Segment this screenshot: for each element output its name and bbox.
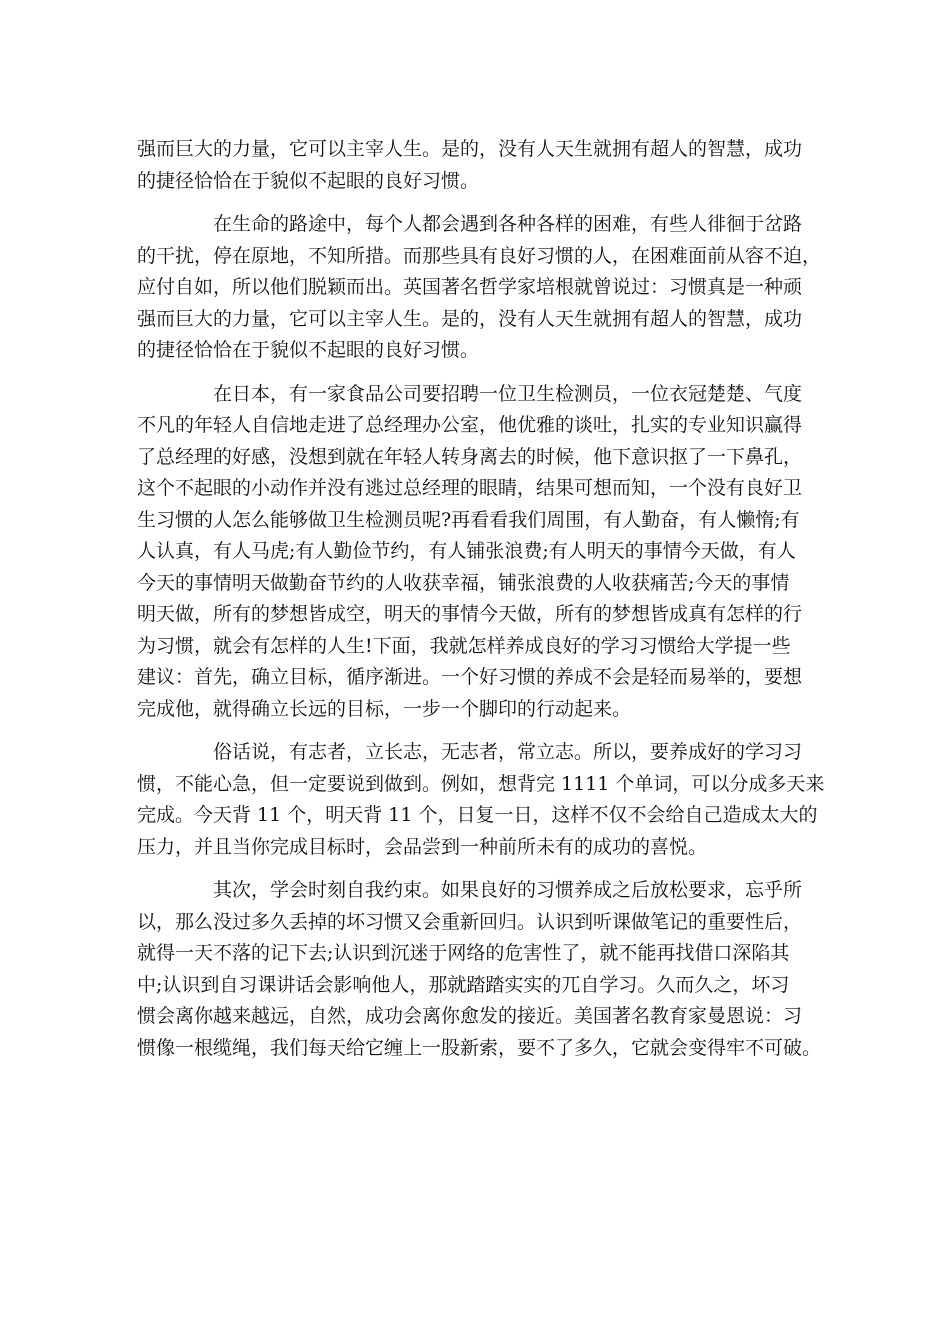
text-line: 以，那么没过多久丢掉的坏习惯又会重新回归。认识到听课做笔记的重要性后， [137,910,803,933]
text-line: 俗话说，有志者，立长志，无志者，常立志。所以，要养成好的学习习 [213,741,803,763]
text-line: 压力，并且当你完成目标时，会品尝到一种前所未有的成功的喜悦。 [137,835,708,858]
text-line: 的捷径恰恰在于貌似不起眼的良好习惯。 [137,169,480,192]
text-line: 完成。今天背 11 个，明天背 11 个，日复一日，这样不仅不会给自己造成太大的 [137,804,818,826]
text-line: 中;认识到自习课讲话会影响他人，那就踏踏实实的兀自学习。久而久之，坏习 [137,973,790,996]
text-line: 在生命的路途中，每个人都会遇到各种各样的困难，有些人徘徊于岔路 [213,213,803,235]
text-line: 明天做，所有的梦想皆成空，明天的事情今天做，所有的梦想皆成真有怎样的行 [137,603,803,625]
text-line: 惯会离你越来越远，自然，成功会离你愈发的接近。美国著名教育家曼恩说：习 [137,1005,803,1027]
paragraph-5 [137,875,827,1064]
text-line: 强而巨大的力量，它可以主宰人生。是的，没有人天生就拥有超人的智慧，成功 [137,138,803,160]
paragraph-3 [137,379,827,726]
text-line: 完成他，就得确立长远的目标，一步一个脚印的行动起来。 [137,697,632,720]
text-line: 为习惯，就会有怎样的人生!下面，我就怎样养成良好的学习习惯给大学提一些 [137,634,791,657]
text-line: 就得一天不落的记下去;认识到沉迷于网络的危害性了，就不能再找借口深陷其 [137,942,790,964]
text-line: 强而巨大的力量，它可以主宰人生。是的，没有人天生就拥有超人的智慧，成功 [137,307,803,330]
text-line: 了总经理的好感，没想到就在年轻人转身离去的时候，他下意识抠了一下鼻孔， [137,445,803,468]
text-line: 这个不起眼的小动作并没有逃过总经理的眼睛，结果可想而知，一个没有良好卫 [137,477,803,499]
text-line: 惯像一根缆绳，我们每天给它缠上一股新索，要不了多久，它就会变得牢不可破。 [137,1036,822,1059]
text-line: 的捷径恰恰在于貌似不起眼的良好习惯。 [137,339,480,361]
text-line: 建议：首先，确立目标，循序渐进。一个好习惯的养成不会是轻而易举的，要想 [137,666,803,688]
paragraph-2 [137,209,827,367]
text-line: 今天的事情明天做勤奋节约的人收获幸福，铺张浪费的人收获痛苦;今天的事情 [137,571,790,594]
paragraph-4 [137,737,827,863]
paragraph-1 [137,134,827,197]
text-line: 应付自如，所以他们脱颖而出。英国著名哲学家培根就曾说过：习惯真是一种顽 [137,276,803,298]
text-line: 在日本，有一家食品公司要招聘一位卫生检测员，一位衣冠楚楚、气度 [213,382,803,405]
text-line: 不凡的年轻人自信地走进了总经理办公室，他优雅的谈吐，扎实的专业知识赢得 [137,414,803,436]
text-line: 惯，不能心急，但一定要说到做到。例如，想背完 1111 个单词，可以分成多天来 [137,772,825,795]
text-line: 人认真，有人马虎;有人勤俭节约，有人铺张浪费;有人明天的事情今天做，有人 [137,540,796,562]
text-line: 的干扰，停在原地，不知所措。而那些具有良好习惯的人，在困难面前从容不迫， [137,244,822,267]
text-line: 生习惯的人怎么能够做卫生检测员呢?再看看我们周围，有人勤奋，有人懒惰;有 [137,508,800,531]
document-body [137,134,827,1064]
text-line: 其次，学会时刻自我约束。如果良好的习惯养成之后放松要求，忘乎所 [213,879,803,901]
